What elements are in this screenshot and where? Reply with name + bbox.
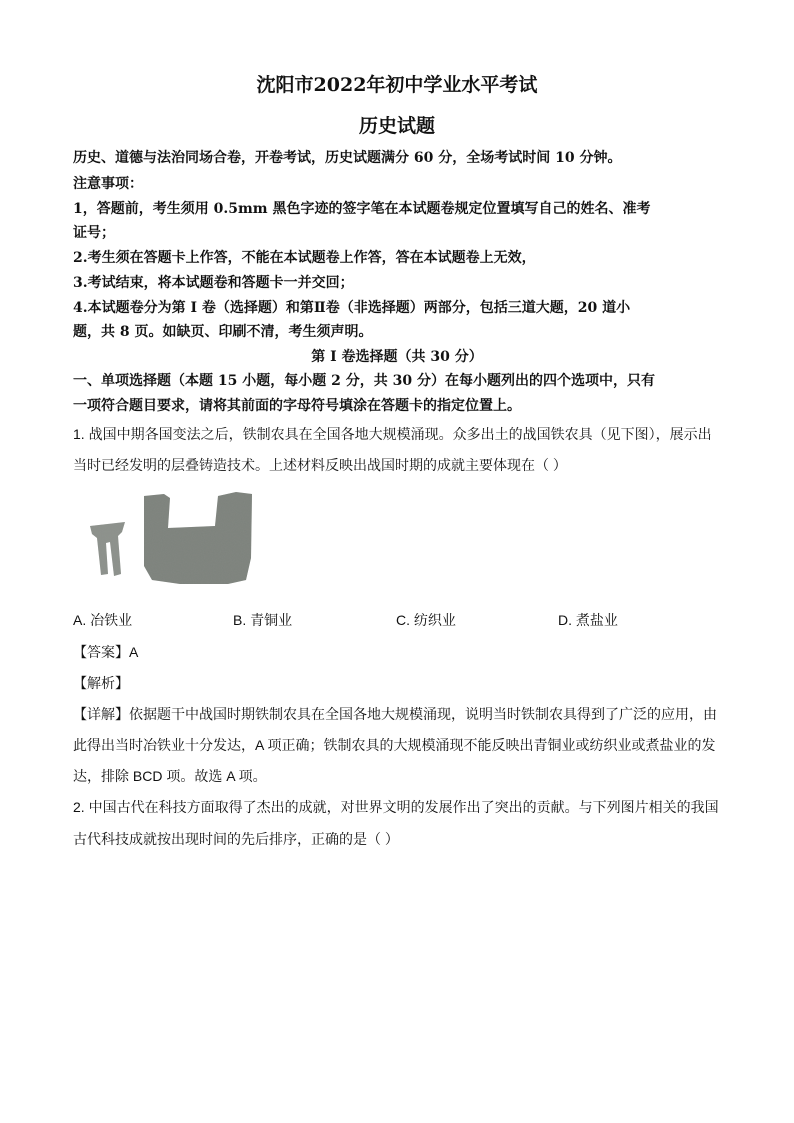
- notice-heading: 注意事项：: [73, 176, 143, 192]
- intro-text: 历史、道德与法治同场合卷，开卷考试，历史试题满分 60 分，全场考试时间 10 分钟。: [73, 150, 622, 166]
- small-iron-tool: [90, 522, 125, 576]
- analysis-label: 【解析】: [73, 675, 129, 691]
- notice-item: 证号；: [73, 225, 115, 241]
- notice-item: 题，共 8 页。如缺页、印刷不清，考生须声明。: [73, 324, 373, 340]
- option-d: D. 煮盐业: [558, 612, 618, 628]
- question-1-text: 当时已经发明的层叠铸造技术。上述材料反映出战国时期的成就主要体现在（ ）: [73, 457, 567, 473]
- question-1-text: 1. 战国中期各国变法之后，铁制农具在全国各地大规模涌现。众多出土的战国铁农具（见下图），展示出: [73, 426, 712, 442]
- detail-text: 达，排除 BCD 项。故选 A 项。: [73, 768, 267, 784]
- exam-subtitle: 历史试题: [358, 115, 435, 137]
- option-c: C. 纺织业: [396, 612, 456, 628]
- notice-item: 1，答题前，考生须用 0.5mm 黑色字迹的签字笔在本试题卷规定位置填写自己的姓名、准考: [73, 201, 651, 217]
- detail-text: 此得出当时冶铁业十分发达，A 项正确；铁制农具的大规模涌现不能反映出青铜业或纺织业或煮盐业的发: [73, 737, 716, 753]
- answer-line: 【答案】A: [73, 644, 139, 660]
- question-1-options: [73, 610, 723, 630]
- question-2-text: 2. 中国古代在科技方面取得了杰出的成就，对世界文明的发展作出了突出的贡献。与下列图片相关的我国: [73, 799, 719, 815]
- large-iron-tool: [144, 492, 252, 584]
- option-b: B. 青铜业: [233, 612, 293, 628]
- option-a: A. 冶铁业: [73, 612, 133, 628]
- detail-text: 【详解】依据题干中战国时期铁制农具在全国各地大规模涌现，说明当时铁制农具得到了广泛的应用，由: [73, 706, 717, 722]
- section-instruction: 一、单项选择题（本题 15 小题，每小题 2 分，共 30 分）在每小题列出的四个选项中，只有: [73, 373, 655, 389]
- notice-item: 2.考生须在答题卡上作答，不能在本试题卷上作答，答在本试题卷上无效，: [73, 250, 536, 266]
- iron-tools-image: [88, 488, 258, 588]
- exam-title: 沈阳市2022年初中学业水平考试: [256, 74, 538, 96]
- section-instruction: 一项符合题目要求，请将其前面的字母符号填涂在答题卡的指定位置上。: [73, 398, 521, 414]
- question-2-text: 古代科技成就按出现时间的先后排序，正确的是（ ）: [73, 831, 399, 847]
- notice-item: 3.考试结束，将本试题卷和答题卡一并交回；: [73, 275, 354, 291]
- notice-item: 4.本试题卷分为第 I 卷（选择题）和第Ⅱ卷（非选择题）两部分，包括三道大题，20 道小: [73, 300, 631, 316]
- section-title: 第 I 卷选择题（共 30 分）: [311, 349, 483, 365]
